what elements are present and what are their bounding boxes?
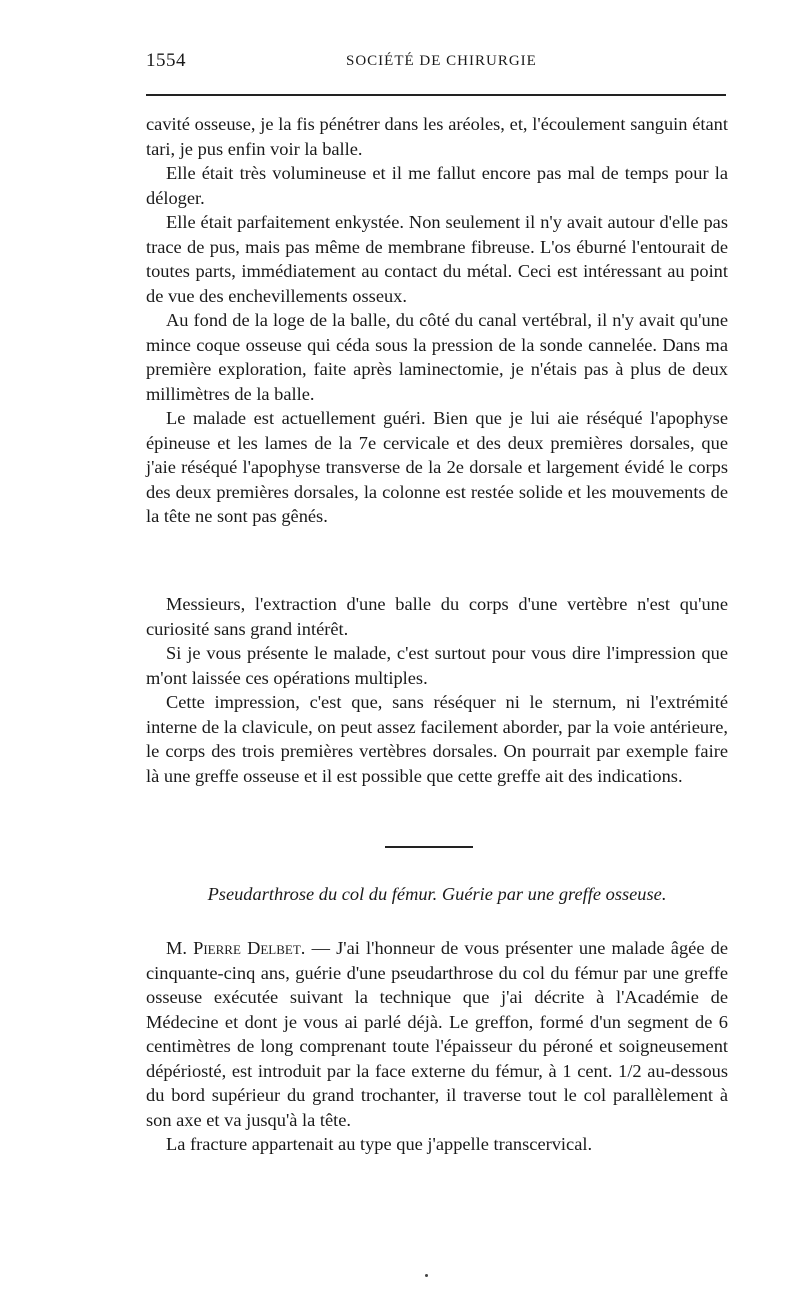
paragraph: Elle était très volumineuse et il me fallut encore pas mal de temps pour la déloger.: [146, 163, 728, 208]
text-block-pseudarthrosis: [146, 936, 728, 1157]
running-head: SOCIÉTÉ DE CHIRURGIE: [346, 53, 537, 69]
text-block-conclusion: [146, 592, 728, 788]
speaker-prefix: M.: [166, 938, 187, 958]
speaker-dash: —: [311, 938, 330, 958]
speaker-name: Pierre Delbet.: [193, 938, 306, 958]
paragraph: cavité osseuse, je la fis pénétrer dans les aréoles, et, l'écoulement sanguin étant tari, je pus enfin voir la balle.: [146, 114, 728, 159]
paragraph: Le malade est actuellement guéri. Bien que je lui aie réséqué l'apophyse épineuse et les lames de la 7e cervicale et des deux premières dorsales, que j'aie réséqué l'apophyse transverse de la 2e dorsale et largement évidé le corps des deux premières dorsales, la colonne est restée solide et les mouvements de la tête ne sont pas gênés.: [146, 408, 728, 526]
paragraph: Au fond de la loge de la balle, du côté du canal vertébral, il n'y avait qu'une mince coque osseuse qui céda sous la pression de la sonde cannelée. Dans ma première exploration, faite après laminectomie, je n'étais pas à plus de deux millimètres de la balle.: [146, 310, 728, 404]
paragraph: Cette impression, c'est que, sans réséquer ni le sternum, ni l'extrémité interne de la clavicule, on peut assez facilement aborder, par la voie antérieure, le corps des trois premières vertèbres dorsales. On pourrait par exemple faire là une greffe osseuse et il est possible que cette greffe ait des indications.: [146, 692, 728, 786]
paragraph: Elle était parfaitement enkystée. Non seulement il n'y avait autour d'elle pas trace de pus, mais pas même de membrane fibreuse. L'os éburné l'entourait de toutes parts, immédiatement au contact du métal. Ceci est intéressant au point de vue des enchevillements osseux.: [146, 212, 728, 306]
paragraph-text: J'ai l'honneur de vous présenter une malade âgée de cinquante-cinq ans, guérie d'une pseudarthrose du col du fémur par une greffe osseuse exécutée suivant la technique que j'ai décrite à l'Académie de Médecine et dont je vous ai parlé déjà. Le greffon, formé d'un segment de 6 centimètres de long comprenant toute l'épaisseur du péroné et soigneusement dépériosté, est introduit par la face externe du fémur, à 1 cent. 1/2 au-dessous du bord supérieur du grand trochanter, il traverse tout le col parallèlement à son axe et va jusqu'à la tête.: [146, 938, 729, 1130]
print-speck: [425, 1274, 428, 1277]
page-header: [146, 50, 728, 76]
section-title: Pseudarthrose du col du fémur. Guérie par une greffe osseuse.: [207, 884, 667, 904]
page-number: 1554: [146, 50, 186, 71]
paragraph: La fracture appartenait au type que j'appelle transcervical.: [166, 1134, 593, 1154]
paragraph-speaker: [146, 936, 728, 1132]
paragraph: Si je vous présente le malade, c'est surtout pour vous dire l'impression que m'ont laissée ces opérations multiples.: [146, 643, 728, 688]
text-block-bullet-extraction: [146, 112, 728, 529]
header-rule: [146, 94, 726, 96]
paragraph: Messieurs, l'extraction d'une balle du corps d'une vertèbre n'est qu'une curiosité sans grand intérêt.: [146, 594, 728, 639]
section-divider: [385, 846, 473, 848]
